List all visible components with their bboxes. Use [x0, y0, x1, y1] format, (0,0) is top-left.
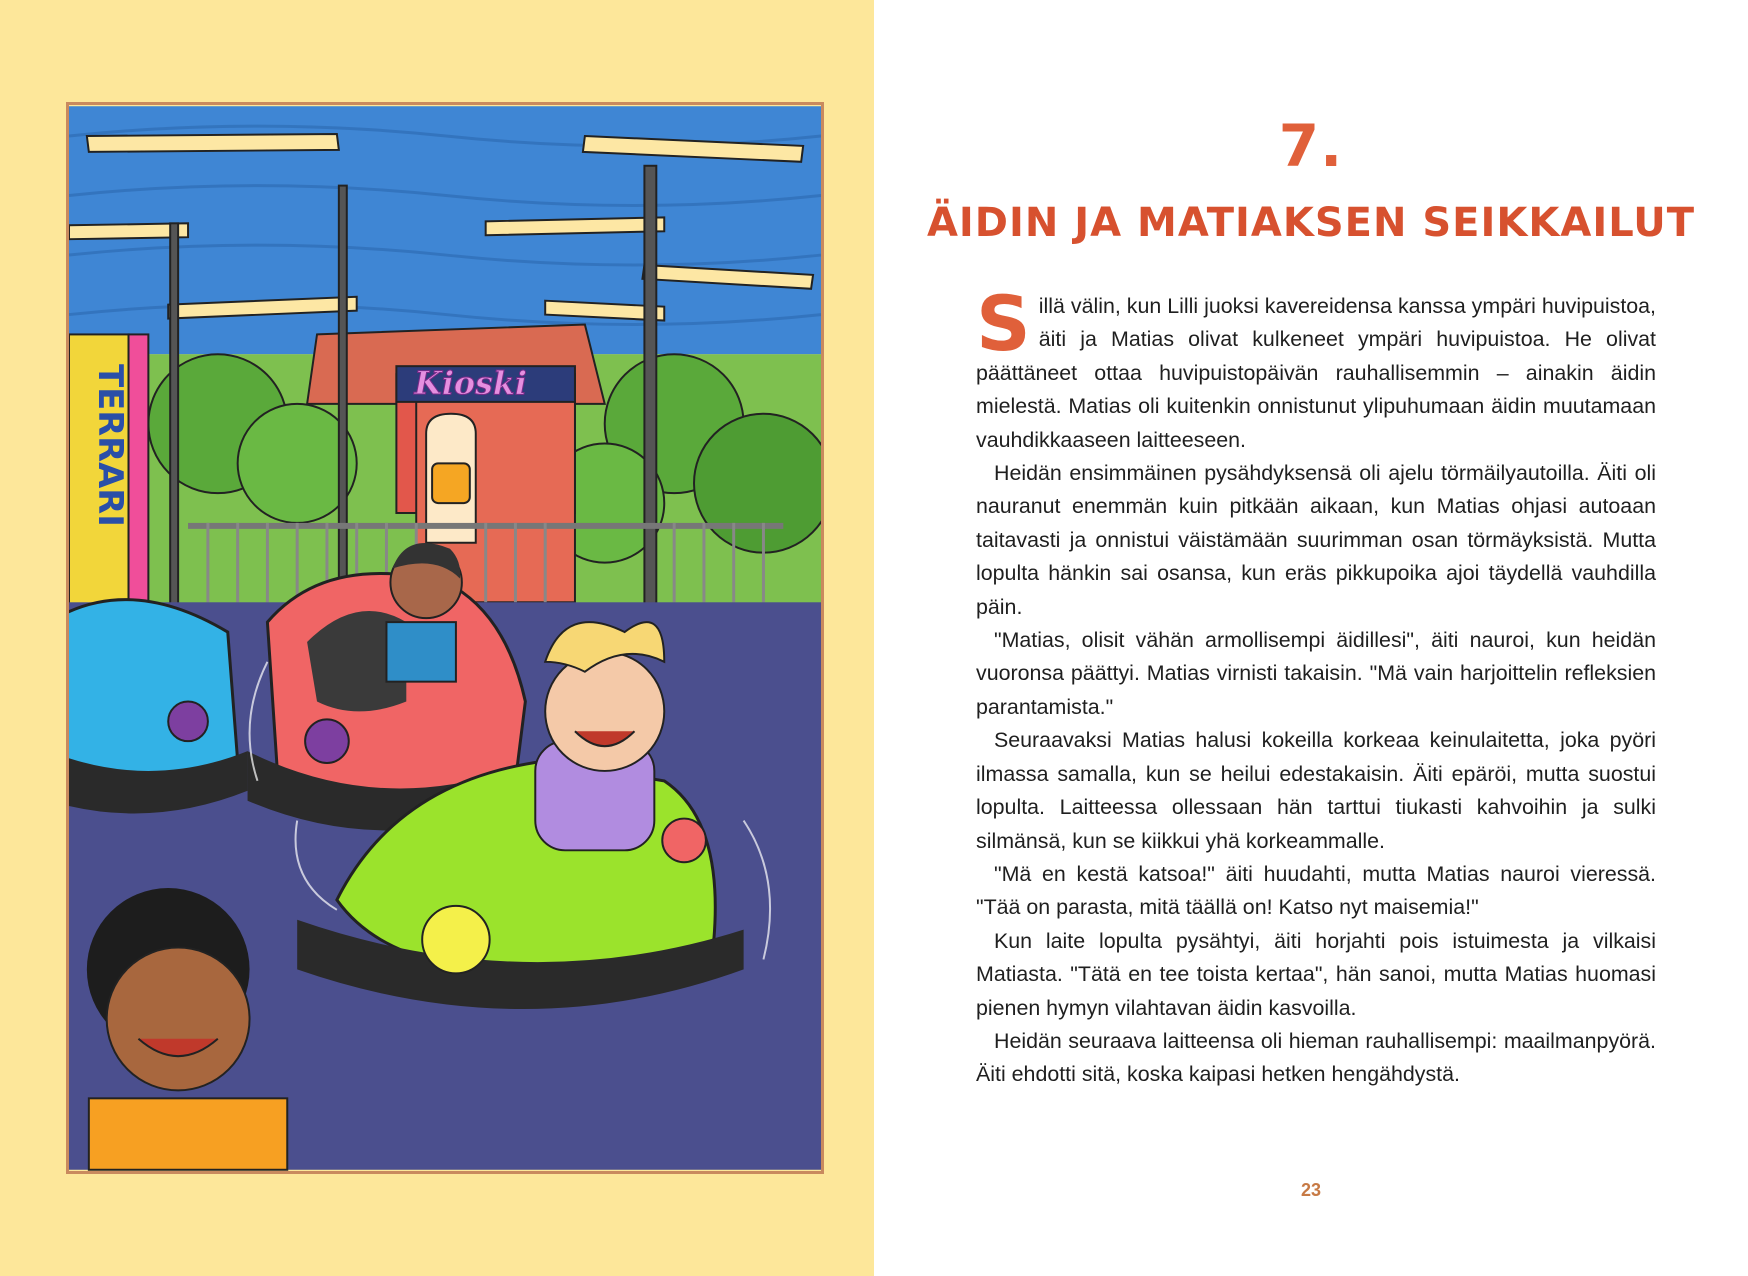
paragraph: Seuraavaksi Matias halusi kokeilla korkeaa keinulaitetta, joka pyöri ilmassa samalla, kun se heilui edestakaisin. Äiti epäröi, mutta suostui lopulta. Laitteessa ollessaan hän tarttui tiukasti kahvoihin ja sulki silmänsä, kun se kiikkui yhä korkeammalle.: [976, 728, 1656, 853]
chapter-title: ÄIDIN JA MATIAKSEN SEIKKAILUT: [926, 200, 1696, 246]
paragraph: Sillä välin, kun Lilli juoksi kavereidensa kanssa ympäri huvipuistoa, äiti ja Matias olivat kulkeneet ympäri huvipuistoa. He olivat päättäneet ottaa huvipuistopäivän rauhallisemmin – ainakin äidin mielestä. Matias oli kuitenkin onnistunut ylipuhumaan äidin muutamaan vauhdikkaaseen laitteeseen.: [976, 279, 1656, 452]
kiosk-sign-text: Kioski: [414, 364, 527, 402]
chapter-body: [976, 279, 1656, 1092]
bumper-cars-illustration: [66, 102, 824, 1174]
chapter-number: 7.: [1278, 112, 1344, 180]
page-number: 23: [1300, 1180, 1322, 1200]
paragraph: "Matias, olisit vähän armollisempi äidillesi", äiti nauroi, kun heidän vuoronsa päättyi. Matias virnisti takaisin. "Mä vain harjoittelin refleksien parantamista.": [976, 628, 1656, 719]
paragraph: "Mä en kestä katsoa!" äiti huudahti, mutta Matias nauroi vieressä. "Tää on parasta, mitä täällä on! Katso nyt maisemia!": [976, 861, 1656, 920]
paragraph: Heidän ensimmäinen pysähdyksensä oli ajelu törmäilyautoilla. Äiti oli nauranut enemmän kuin pitkään aikaan, kun Matias ohjasi autoaan taitavasti ja onnistui väistämään suurimman osan törmäyksistä. Mutta lopulta hänkin sai osansa, kun eräs pikkupoika ajoi täydellä vauhdilla päin.: [976, 461, 1656, 619]
paragraph: Kun laite lopulta pysähtyi, äiti horjahti pois istuimesta ja vilkaisi Matiasta. "Tätä en tee toista kertaa", hän sanoi, mutta Matias huomasi pienen hymyn vilahtavan äidin kasvoilla.: [976, 928, 1656, 1020]
ride-sign-text: TERRARI: [90, 364, 130, 527]
paragraph: Heidän seuraava laitteensa oli hieman rauhallisempi: maailmanpyörä. Äiti ehdotti sitä, koska kaipasi hetken hengähdystä.: [976, 1028, 1656, 1087]
drop-cap: S: [976, 279, 1031, 368]
right-page: [874, 0, 1748, 1276]
